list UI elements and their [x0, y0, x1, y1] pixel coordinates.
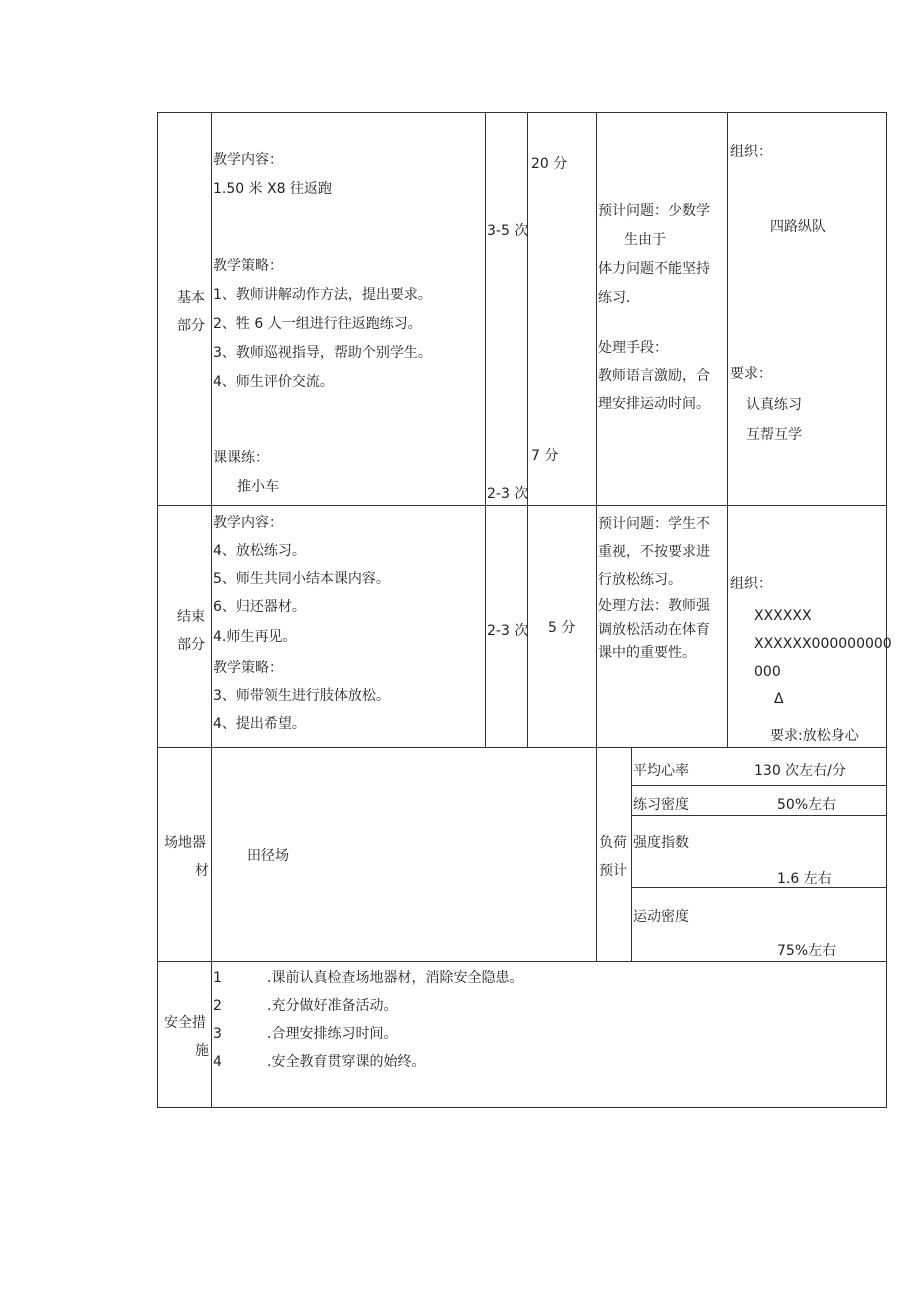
basic-label-line-2: 部分 [177, 318, 205, 334]
basic-handling-line: 教师语言激励，合 [598, 368, 710, 384]
basic-org-heading: 组织： [730, 144, 772, 160]
ending-strategy-item: 4、提出希望。 [213, 716, 306, 732]
table-border-right [886, 112, 887, 1108]
basic-problem-line: 体力问题不能坚持 [598, 261, 710, 277]
basic-strategy-item: 1、教师讲解动作方法，提出要求。 [213, 287, 432, 303]
venue-label-line-1: 场地器 [164, 835, 206, 851]
row-divider-ending-venue [157, 747, 887, 748]
metric-value: 130 次左右/分 [754, 763, 846, 779]
basic-problem-line: 练习. [598, 290, 631, 306]
safety-item-text: .充分做好准备活动。 [267, 998, 398, 1014]
basic-problem-line: 预计问题：少数学 [598, 203, 710, 219]
safety-item-number: 2 [213, 998, 222, 1014]
time-column-divider [527, 112, 528, 748]
ending-problem-line: 重视，不按要求进 [598, 544, 710, 560]
ending-content-item: 4.师生再见。 [213, 629, 297, 645]
ending-handling-line: 调放松活动在体育 [598, 622, 710, 638]
ending-content-heading: 教学内容： [213, 515, 283, 531]
row-divider-venue-safety [157, 961, 887, 962]
metric-value: 1.6 左右 [777, 871, 832, 887]
load-label-line-2: 预计 [599, 863, 627, 879]
basic-extra-item: 推小车 [237, 479, 279, 495]
ending-handling-line: 课中的重要性。 [598, 645, 696, 661]
ending-problem-line: 行放松练习。 [598, 572, 682, 588]
basic-extra-heading: 课课练： [213, 450, 269, 466]
safety-item-text: .安全教育贯穿课的始终。 [267, 1054, 426, 1070]
safety-item-number: 4 [213, 1054, 222, 1070]
ending-label-line-2: 部分 [177, 637, 205, 653]
ending-content-item: 5、师生共同小结本课内容。 [213, 571, 390, 587]
table-border-left [157, 112, 158, 1108]
ending-problem-line: 预计问题：学生不 [598, 516, 710, 532]
safety-label-line-1: 安全措 [164, 1015, 206, 1031]
ending-label-line-1: 结束 [177, 609, 205, 625]
table-border-top [157, 112, 887, 113]
basic-handling-heading: 处理手段： [598, 340, 668, 356]
metric-divider-2 [631, 815, 886, 816]
basic-handling-line: 理安排运动时间。 [598, 396, 710, 412]
basic-content-heading: 教学内容： [213, 152, 283, 168]
ending-content-item: 4、放松练习。 [213, 543, 306, 559]
safety-item-number: 1 [213, 970, 222, 986]
metric-name: 强度指数 [633, 835, 689, 851]
metric-name: 练习密度 [633, 797, 689, 813]
metric-name: 运动密度 [633, 909, 689, 925]
basic-strategy-item: 3、教师巡视指导，帮助个别学生。 [213, 345, 432, 361]
ending-org-formation: XXXXXX [754, 608, 812, 624]
basic-label-line-1: 基本 [177, 290, 205, 306]
metric-divider-1 [631, 785, 886, 786]
basic-time-extra: 7 分 [531, 448, 559, 464]
ending-org-heading: 组织： [730, 576, 772, 592]
basic-strategy-item: 4、师生评价交流。 [213, 374, 334, 390]
load-label-line-1: 负荷 [599, 835, 627, 851]
row-divider-basic-ending [157, 505, 887, 506]
metric-name: 平均心率 [633, 763, 689, 779]
reps-column-divider [485, 112, 486, 748]
load-label-divider [596, 747, 597, 961]
problems-column-divider [596, 112, 597, 748]
basic-org-formation: 四路纵队 [770, 219, 826, 235]
ending-reps: 2-3 次 [487, 623, 529, 639]
ending-content-item: 6、归还器材。 [213, 599, 306, 615]
venue-label-line-2: 材 [195, 863, 209, 879]
table-border-bottom [157, 1107, 887, 1108]
safety-item-text: .课前认真检查场地器材，消除安全隐患。 [267, 970, 524, 986]
metrics-divider [631, 747, 632, 961]
metric-value: 50%左右 [777, 797, 837, 813]
metric-value: 75%左右 [777, 943, 837, 959]
ending-strategy-item: 3、师带领生进行肢体放松。 [213, 688, 390, 704]
safety-label-line-2: 施 [195, 1043, 209, 1059]
basic-content-item: 1.50 米 X8 往返跑 [213, 181, 333, 197]
basic-problem-line: 生由于 [624, 232, 666, 248]
basic-reps-extra: 2-3 次 [487, 486, 529, 502]
basic-reps-main: 3-5 次 [487, 223, 529, 239]
ending-requirement: 要求:放松身心 [770, 728, 859, 744]
venue-value: 田径场 [247, 848, 289, 864]
basic-requirement-heading: 要求： [730, 366, 772, 382]
basic-time-main: 20 分 [531, 156, 568, 172]
safety-item-text: .合理安排练习时间。 [267, 1026, 398, 1042]
basic-requirement-item: 认真练习 [746, 397, 802, 413]
ending-org-formation: XXXXXX000000000 [754, 636, 892, 652]
metric-divider-3 [631, 887, 886, 888]
ending-time: 5 分 [548, 620, 576, 636]
basic-strategy-item: 2、牲 6 人一组进行往返跑练习。 [213, 316, 422, 332]
ending-handling-line: 处理方法：教师强 [598, 598, 710, 614]
basic-strategy-heading: 教学策略： [213, 258, 283, 274]
label-column-divider [211, 112, 212, 1108]
ending-org-teacher-marker: Δ [774, 691, 784, 707]
ending-strategy-heading: 教学策略： [213, 660, 283, 676]
basic-requirement-item: 互帮互学 [746, 427, 802, 443]
safety-item-number: 3 [213, 1026, 222, 1042]
ending-org-formation: 000 [754, 664, 781, 680]
org-column-divider [727, 112, 728, 748]
